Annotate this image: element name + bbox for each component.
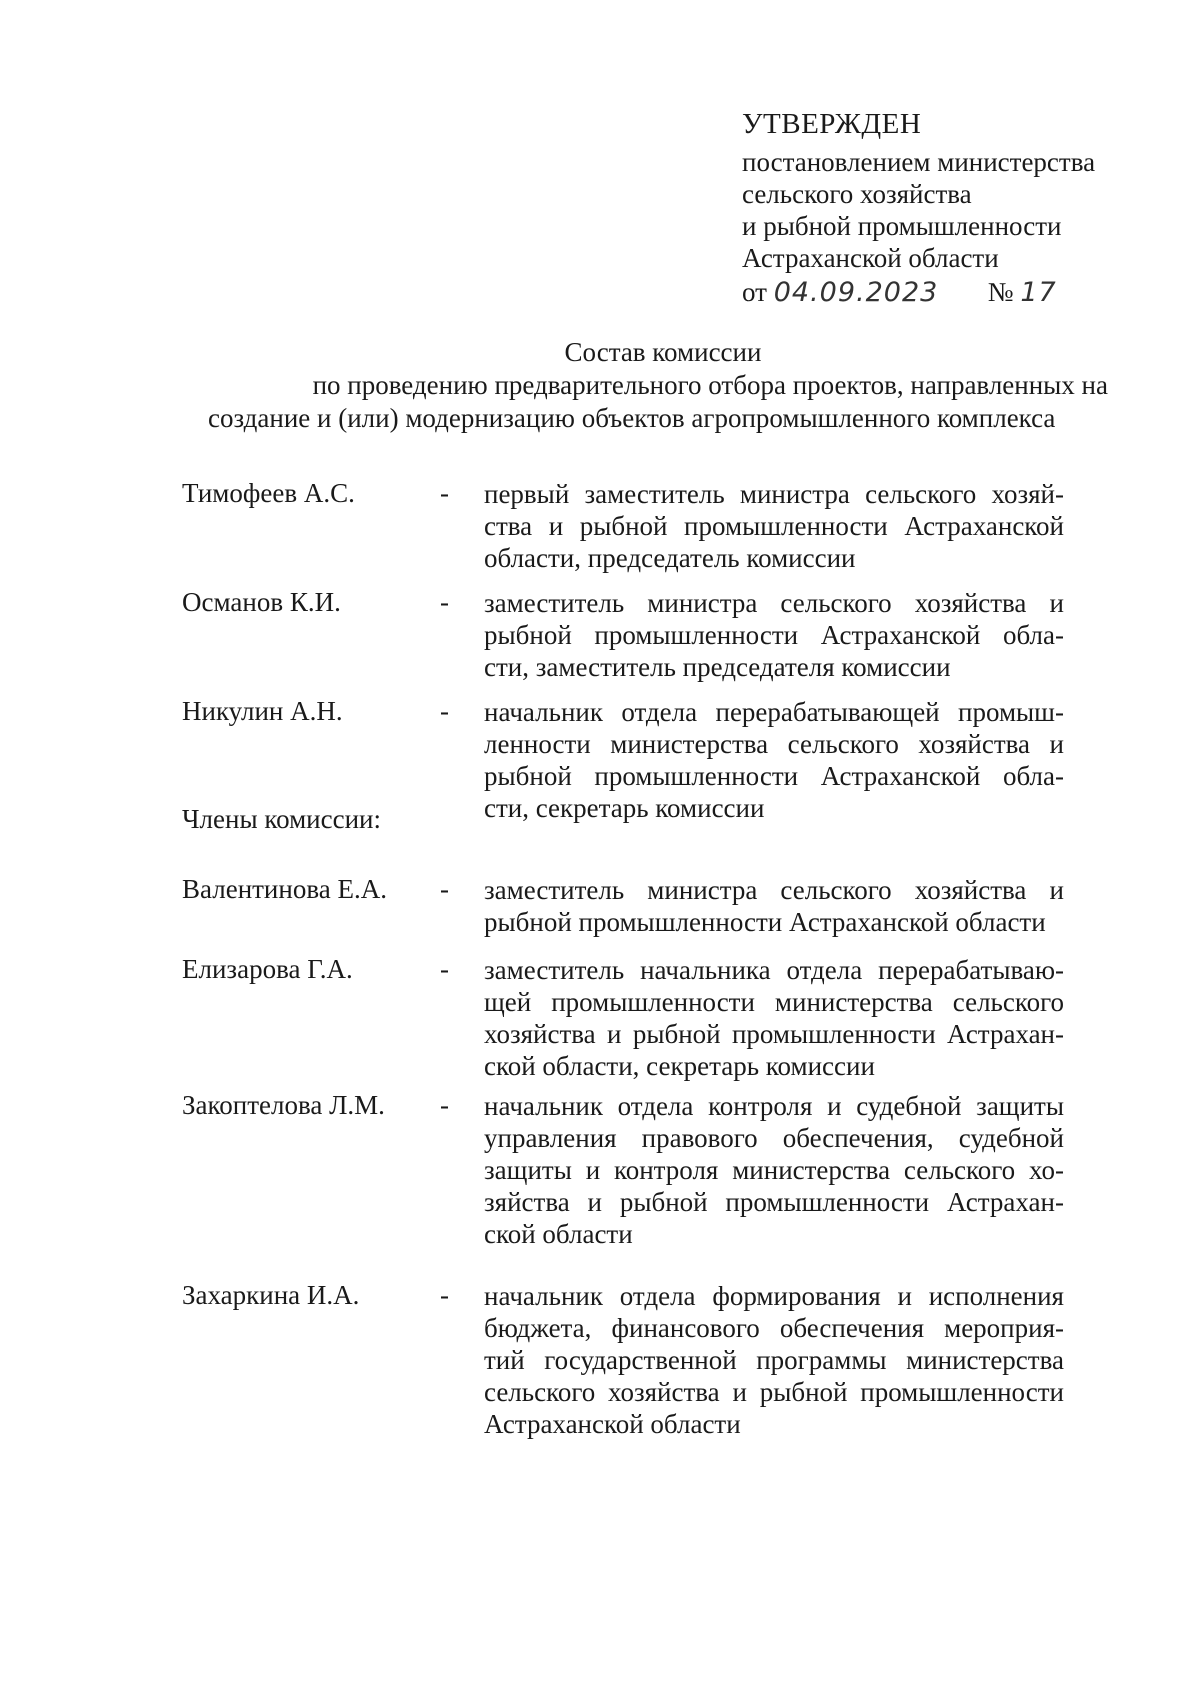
member-role-line: рыбной промышленности Астраханской обла- [484,620,1064,650]
member-role [484,478,1064,574]
approval-line: сельского хозяйства [742,179,972,209]
member-role-line: защиты и контроля министерства сельского хо- [484,1155,1064,1185]
approval-title: УТВЕРЖДЕН [742,108,922,140]
member-role [484,696,1064,824]
member-dash: - [440,587,449,617]
member-role-line: щей промышленности министерства сельского [484,987,1064,1017]
member-name: Тимофеев А.С. [182,478,355,508]
member-dash: - [440,696,449,726]
member-role-line: хозяйства и рыбной промышленности Астрахан- [484,1019,1064,1049]
member-role-line: рыбной промышленности Астраханской обла- [484,761,1064,791]
approval-line: Астраханской области [742,243,999,273]
member-dash: - [440,478,449,508]
member-role-line: ской области [484,1219,633,1249]
member-role-line: ства и рыбной промышленности Астраханской [484,511,1064,541]
member-role-line: заместитель министра сельского хозяйства и [484,875,1064,905]
member-role-line: сти, секретарь комиссии [484,793,765,823]
member-role [484,1280,1064,1440]
members-section-label: Члены комиссии: [182,804,381,834]
member-role [484,587,1064,683]
document-heading [180,336,1120,435]
member-role-line: области, председатель комиссии [484,543,856,573]
member-name: Никулин А.Н. [182,696,343,726]
member-dash: - [440,874,449,904]
approval-line: и рыбной промышленности [742,211,1062,241]
member-role-line: заместитель начальника отдела перерабатываю- [484,955,1064,985]
member-role-line: тий государственной программы министерства [484,1345,1064,1375]
heading-title: Состав комиссии [564,337,762,367]
member-role-line: управления правового обеспечения, судебной [484,1123,1064,1153]
member-name: Елизарова Г.А. [182,954,353,984]
member-role-line: начальник отдела формирования и исполнения [484,1281,1064,1311]
member-name: Закоптелова Л.М. [182,1090,385,1120]
member-role-line: зяйства и рыбной промышленности Астрахан- [484,1187,1064,1217]
member-dash: - [440,954,449,984]
heading-line: по проведению предварительного отбора проектов, направленных на [312,370,1108,400]
member-role-line: ленности министерства сельского хозяйства и [484,729,1064,759]
member-role-line: Астраханской области [484,1409,741,1439]
member-name: Валентинова Е.А. [182,874,387,904]
member-name: Захаркина И.А. [182,1280,360,1310]
member-role-line: сти, заместитель председателя комиссии [484,652,951,682]
member-role-line: ской области, секретарь комиссии [484,1051,875,1081]
member-role-line: заместитель министра сельского хозяйства и [484,588,1064,618]
heading-line: создание и (или) модернизацию объектов агропромышленного комплекса [208,403,1056,433]
handwritten-date: 04.09.2023 [773,277,939,308]
date-prefix: от [742,277,767,307]
approval-date-line [742,276,1162,309]
member-role [484,1090,1064,1250]
member-role-line: рыбной промышленности Астраханской области [484,907,1046,937]
member-role-line: бюджета, финансового обеспечения мероприя- [484,1313,1064,1343]
member-role [484,874,1064,938]
member-dash: - [440,1090,449,1120]
member-role [484,954,1064,1082]
approval-line: постановлением министерства [742,147,1096,177]
member-role-line: сельского хозяйства и рыбной промышленности [484,1377,1064,1407]
number-prefix: № [987,277,1014,307]
member-role-line: начальник отдела контроля и судебной защиты [484,1091,1064,1121]
member-role-line: начальник отдела перерабатывающей промыш- [484,697,1064,727]
member-role-line: первый заместитель министра сельского хозяй- [484,479,1064,509]
approval-block [742,104,1162,309]
handwritten-number: 17 [1020,277,1057,308]
member-dash: - [440,1280,449,1310]
member-name: Османов К.И. [182,587,341,617]
